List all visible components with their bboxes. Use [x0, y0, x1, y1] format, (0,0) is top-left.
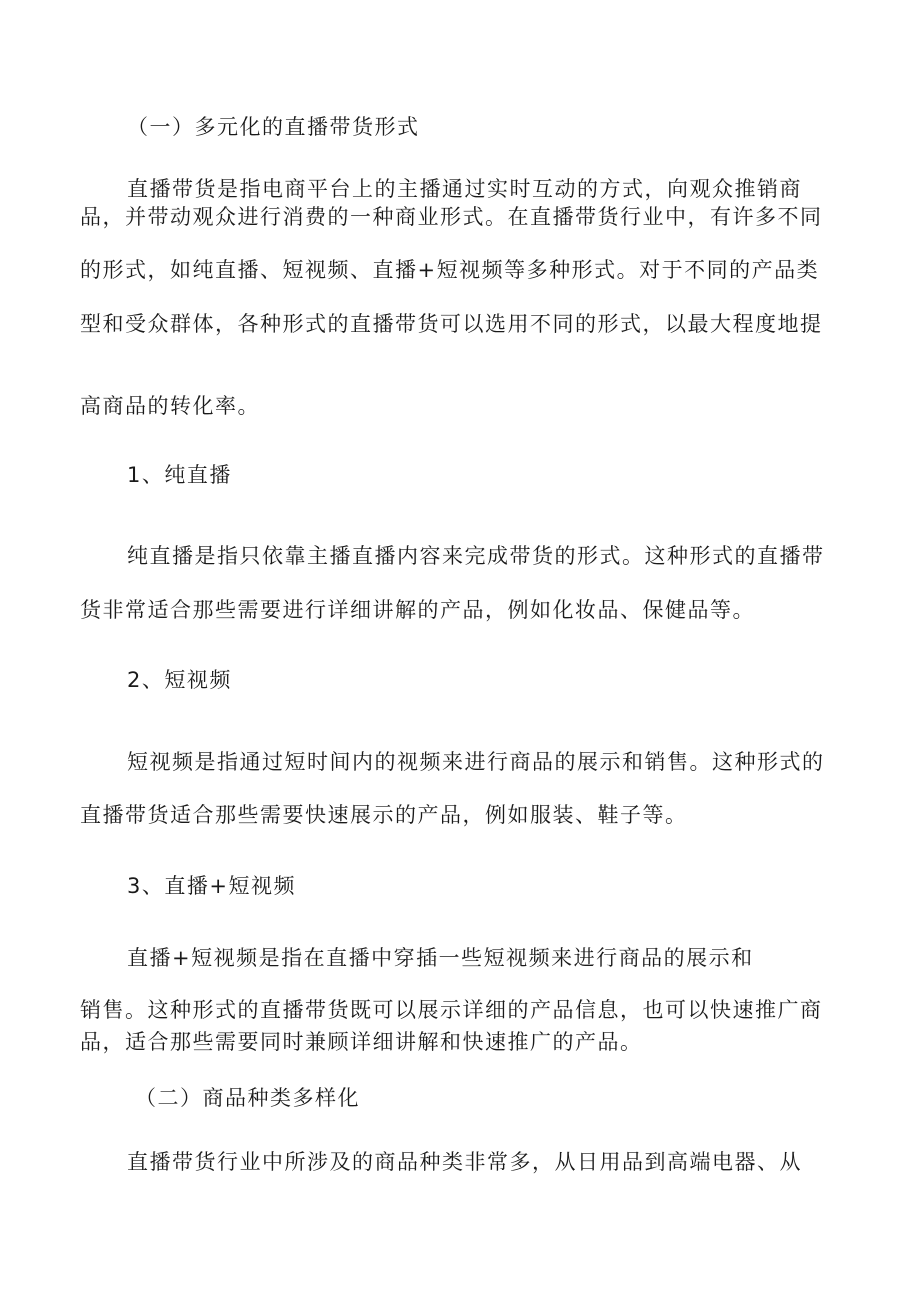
subheading-3: 3、直播+短视频: [127, 874, 296, 898]
paragraph-3-line-1: 短视频是指通过短时间内的视频来进行商品的展示和销售。这种形式的: [127, 750, 825, 774]
paragraph-1-line-4: 型和受众群体，各种形式的直播带货可以选用不同的形式，以最大程度地提: [80, 312, 823, 336]
section-heading-2: （二）商品种类多样化: [135, 1086, 360, 1110]
section-heading-1: （一）多元化的直播带货形式: [127, 115, 420, 139]
paragraph-4-line-1: 直播+短视频是指在直播中穿插一些短视频来进行商品的展示和: [127, 946, 754, 970]
paragraph-2-line-1: 纯直播是指只依靠主播直播内容来完成带货的形式。这种形式的直播带: [127, 544, 825, 568]
paragraph-2-line-2: 货非常适合那些需要进行详细讲解的产品，例如化妆品、保健品等。: [80, 598, 755, 622]
paragraph-5-line-1: 直播带货行业中所涉及的商品种类非常多，从日用品到高端电器、从: [127, 1150, 802, 1174]
paragraph-1-line-2: 品，并带动观众进行消费的一种商业形式。在直播带货行业中，有许多不同: [80, 205, 823, 229]
paragraph-1-line-5: 高商品的转化率。: [80, 394, 260, 418]
subheading-1: 1、纯直播: [127, 463, 232, 487]
paragraph-4-line-3: 品，适合那些需要同时兼顾详细讲解和快速推广的产品。: [80, 1030, 643, 1054]
subheading-2: 2、短视频: [127, 668, 232, 692]
paragraph-4-line-2: 销售。这种形式的直播带货既可以展示详细的产品信息，也可以快速推广商: [80, 998, 823, 1022]
paragraph-3-line-2: 直播带货适合那些需要快速展示的产品，例如服装、鞋子等。: [80, 803, 688, 827]
paragraph-1-line-1: 直播带货是指电商平台上的主播通过实时互动的方式，向观众推销商: [127, 177, 802, 201]
paragraph-1-line-3: 的形式，如纯直播、短视频、直播+短视频等多种形式。对于不同的产品类: [80, 258, 820, 282]
